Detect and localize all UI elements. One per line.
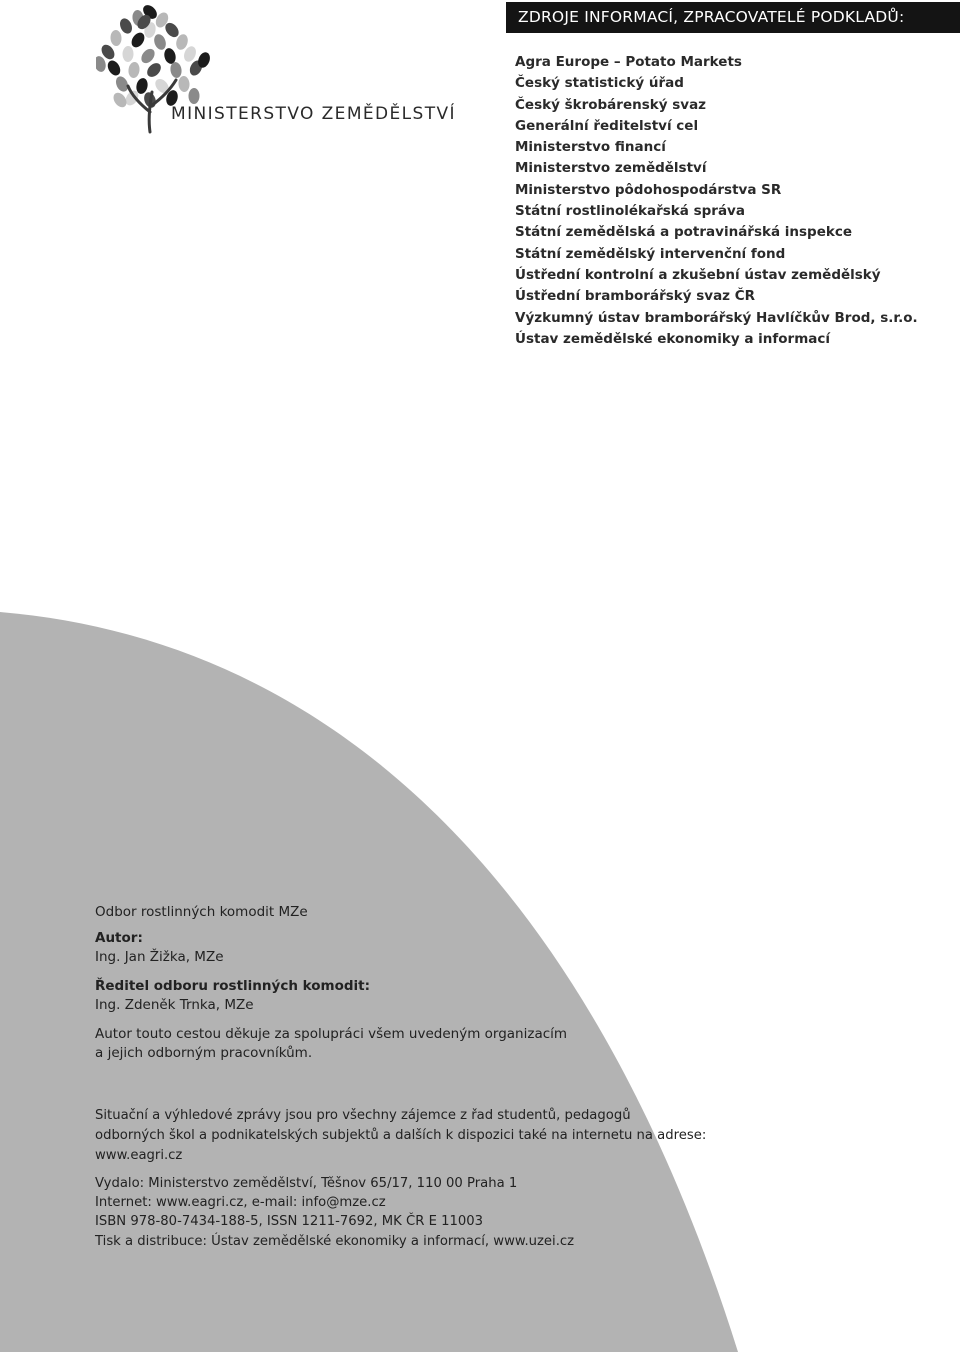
tree-trunk xyxy=(128,80,176,132)
source-item: Výzkumný ústav bramborářský Havlíčkův Brod, s.r.o. xyxy=(515,309,918,326)
source-item: Ministerstvo zemědělství xyxy=(515,160,707,177)
leaf-shape xyxy=(110,30,122,47)
source-item: Ministerstvo pôdohospodárstva SR xyxy=(515,181,782,198)
logo-text: MINISTERSTVO ZEMĚDĚLSTVÍ xyxy=(171,104,456,124)
isbn-line: ISBN 978-80-7434-188-5, ISSN 1211-7692, MK ČR E 11003 xyxy=(95,1214,484,1230)
leaf-shape xyxy=(152,33,168,52)
distribution-line: Tisk a distribuce: Ústav zemědělské ekonomiky a informací, www.uzei.cz xyxy=(95,1233,575,1249)
source-item: Ústřední bramborářský svaz ČR xyxy=(515,288,756,305)
sources-list xyxy=(515,52,918,350)
director-name: Ing. Zdeněk Trnka, MZe xyxy=(95,997,254,1013)
leaf-shape xyxy=(122,46,134,62)
leaf-shape xyxy=(96,55,107,73)
author-name: Ing. Jan Žižka, MZe xyxy=(95,949,224,965)
info-text: Situační a výhledové zprávy jsou pro všechny zájemce z řad studentů, pedagogů xyxy=(95,1108,631,1123)
source-item: Ústav zemědělské ekonomiky a informací xyxy=(515,330,831,347)
leaf-shape xyxy=(139,46,158,65)
sources-heading: ZDROJE INFORMACÍ, ZPRACOVATELÉ PODKLADŮ: xyxy=(506,2,960,33)
source-item: Generální ředitelství cel xyxy=(515,117,699,134)
publisher-line: Vydalo: Ministerstvo zemědělství, Těšnov 65/17, 110 00 Praha 1 xyxy=(95,1176,518,1191)
leaf-shape xyxy=(118,16,135,35)
thanks-line: Autor touto cestou děkuje za spolupráci všem uvedeným organizacím xyxy=(95,1026,568,1042)
source-item: Státní rostlinolékařská správa xyxy=(515,203,745,220)
leaf-shape xyxy=(153,76,172,95)
source-item: Agra Europe – Potato Markets xyxy=(515,54,742,70)
leaf-shape xyxy=(169,61,182,79)
source-item: Státní zemědělská a potravinářská inspekce xyxy=(515,224,853,241)
director-label: Ředitel odboru rostlinných komodit: xyxy=(95,978,371,994)
leaf-shape xyxy=(129,30,147,49)
internet-line: Internet: www.eagri.cz, e-mail: info@mze.cz xyxy=(95,1195,386,1211)
leaf-shape xyxy=(188,88,199,104)
credits-block xyxy=(95,904,567,1063)
leaf-shape xyxy=(105,58,123,77)
thanks-line: a jejich odborným pracovníkům. xyxy=(95,1045,313,1061)
department-name: Odbor rostlinných komodit MZe xyxy=(95,904,308,920)
source-item: Český statistický úřad xyxy=(515,75,684,92)
source-item: Český škrobárenský svaz xyxy=(515,96,707,113)
leaf-shape xyxy=(178,76,190,93)
source-item: Ministerstvo financí xyxy=(515,139,666,156)
info-text: odborných škol a podnikatelských subjektů a dalších k dispozici také na internetu na adrese: xyxy=(95,1128,707,1143)
author-label: Autor: xyxy=(95,930,143,946)
source-item: Státní zemědělský intervenční fond xyxy=(515,245,786,262)
footer-block xyxy=(95,1106,706,1251)
leaf-shape xyxy=(114,74,131,93)
leaf-shape xyxy=(144,60,163,79)
info-url: www.eagri.cz xyxy=(95,1148,183,1163)
leaf-shape xyxy=(128,61,141,78)
source-item: Ústřední kontrolní a zkušební ústav zemědělský xyxy=(515,266,881,283)
